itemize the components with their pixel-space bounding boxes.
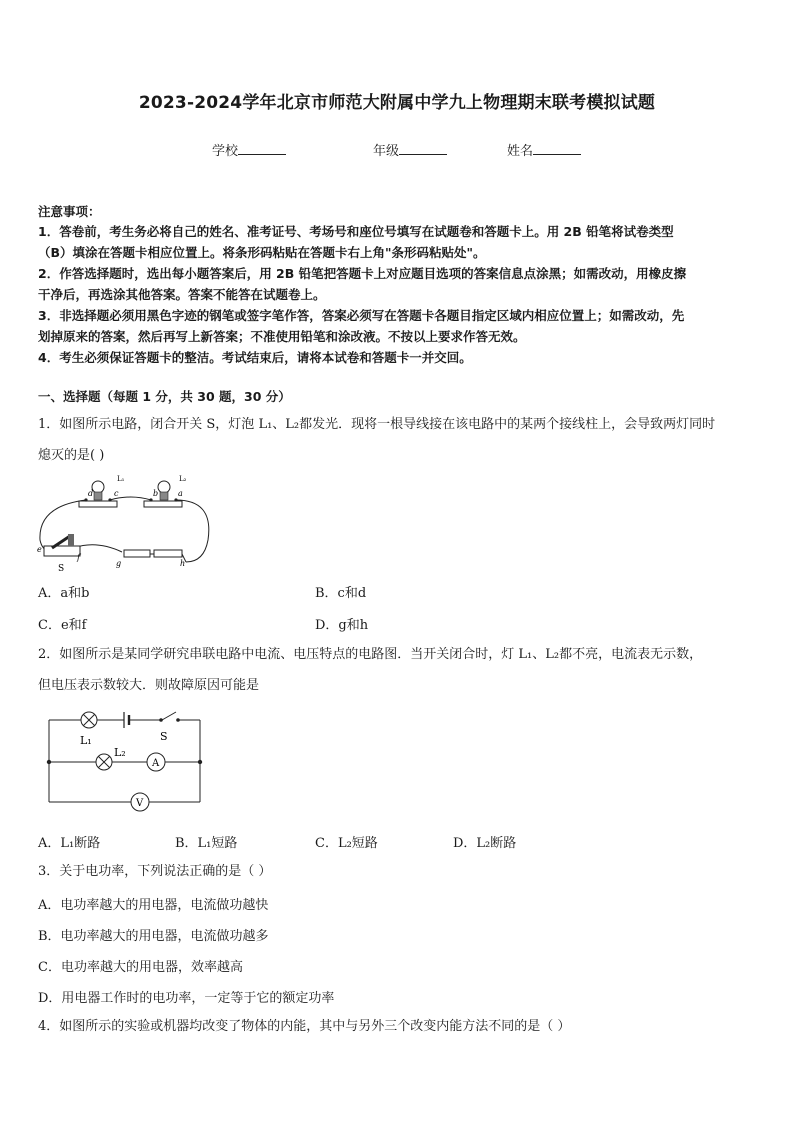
fig1-label-s: S	[58, 564, 65, 574]
grade-blank[interactable]	[399, 142, 447, 155]
fig1-label-e: e	[37, 545, 42, 554]
question-1-text: 1．如图所示电路，闭合开关 S，灯泡 L₁、L₂都发光．现将一根导线接在该电路中的某两个接线柱上，会导致两灯同时	[38, 417, 716, 432]
question-1-circuit-figure	[36, 470, 216, 574]
question-2-text-cont: 但电压表示数较大．则故障原因可能是	[38, 678, 260, 693]
q1-option-a[interactable]: A．a和b	[38, 586, 90, 601]
fig1-label-h: h	[180, 559, 186, 568]
grade-field	[373, 140, 447, 159]
fig2-label-l2: L₂	[114, 746, 126, 759]
name-field	[507, 140, 581, 159]
question-2-circuit-figure	[40, 708, 210, 812]
q3-option-b[interactable]: B．电功率越大的用电器，电流做功越多	[38, 929, 269, 944]
fig1-label-g: g	[116, 559, 122, 568]
name-label: 姓名	[507, 144, 534, 159]
notes-line: 干净后，再选涂其他答案。答案不能答在试题卷上。	[38, 287, 326, 302]
school-label: 学校	[212, 144, 239, 159]
q3-option-a[interactable]: A．电功率越大的用电器，电流做功越快	[38, 898, 269, 913]
notes-line: （B）填涂在答题卡相应位置上。将条形码粘贴在答题卡右上角"条形码粘贴处"。	[38, 245, 486, 260]
school-blank[interactable]	[238, 142, 286, 155]
q3-option-d[interactable]: D．用电器工作时的电功率，一定等于它的额定功率	[38, 991, 335, 1006]
notes-line: 4．考生必须保证答题卡的整洁。考试结束后，请将本试卷和答题卡一并交回。	[38, 350, 472, 365]
notes-line: 划掉原来的答案，然后再写上新答案；不准使用铅笔和涂改液。不按以上要求作答无效。	[38, 329, 526, 344]
q3-option-c[interactable]: C．电功率越大的用电器，效率越高	[38, 960, 243, 975]
notes-line: 1．答卷前，考生务必将自己的姓名、准考证号、考场号和座位号填写在试题卷和答题卡上。用 2B 铅笔将试卷类型	[38, 224, 674, 239]
q1-option-c[interactable]: C．e和f	[38, 618, 87, 633]
question-1-text-cont: 熄灭的是( )	[38, 448, 105, 463]
question-3-text: 3．关于电功率，下列说法正确的是（ ）	[38, 864, 272, 879]
q2-option-d[interactable]: D．L₂断路	[453, 836, 517, 851]
q2-option-b[interactable]: B．L₁短路	[175, 836, 238, 851]
q1-option-b[interactable]: B．c和d	[315, 586, 367, 601]
notes-line: 3．非选择题必须用黑色字迹的钢笔或签字笔作答，答案必须写在答题卡各题目指定区域内相应位置上；如需改动，先	[38, 308, 685, 323]
notes-line: 2．作答选择题时，选出每小题答案后，用 2B 铅笔把答题卡上对应题目选项的答案信息点涂黑；如需改动，用橡皮擦	[38, 266, 687, 281]
fig1-label-d: d	[88, 489, 94, 498]
q1-option-d[interactable]: D．g和h	[315, 618, 369, 633]
fig1-label-b: b	[153, 489, 159, 498]
fig1-label-a: a	[178, 489, 183, 498]
question-4-text: 4．如图所示的实验或机器均改变了物体的内能，其中与另外三个改变内能方法不同的是（ ）	[38, 1019, 571, 1034]
notes-heading: 注意事项：	[38, 204, 101, 219]
page-title: 2023-2024学年北京市师范大附属中学九上物理期末联考模拟试题	[138, 93, 656, 113]
q2-option-a[interactable]: A．L₁断路	[38, 836, 101, 851]
school-field	[212, 140, 286, 159]
ammeter-symbol: A	[152, 758, 160, 769]
section-heading: 一、选择题（每题 1 分，共 30 题，30 分）	[38, 389, 291, 404]
fig1-label-l2: L₂	[179, 475, 187, 483]
fig2-label-s: S	[160, 730, 168, 743]
fig1-label-c: c	[114, 489, 119, 498]
fig2-label-l1: L₁	[80, 734, 92, 747]
name-blank[interactable]	[533, 142, 581, 155]
voltmeter-symbol: V	[136, 798, 144, 809]
q2-option-c[interactable]: C．L₂短路	[315, 836, 378, 851]
question-2-text: 2．如图所示是某同学研究串联电路中电流、电压特点的电路图．当开关闭合时，灯 L₁、L₂都不亮，电流表无示数，	[38, 647, 703, 662]
grade-label: 年级	[373, 144, 400, 159]
fig1-label-l1: L₁	[117, 475, 125, 483]
fig1-label-f: f	[77, 553, 80, 562]
